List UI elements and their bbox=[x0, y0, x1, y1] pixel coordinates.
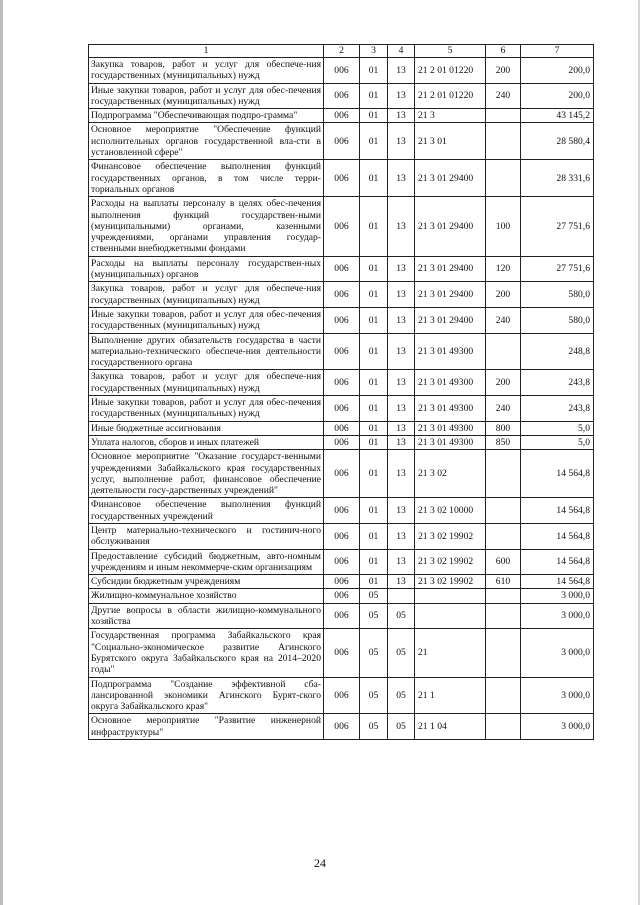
table-row bbox=[89, 450, 594, 498]
col-gr: 006 bbox=[324, 370, 360, 396]
col-rz: 01 bbox=[360, 333, 388, 370]
col-rz: 01 bbox=[360, 160, 388, 197]
col-vr: 240 bbox=[486, 83, 521, 109]
col-pr: 13 bbox=[388, 109, 415, 123]
col-vr bbox=[486, 523, 521, 549]
col-csr: 21 1 bbox=[415, 677, 486, 714]
col-sum: 14 564,8 bbox=[521, 498, 594, 524]
header-cell: 7 bbox=[521, 45, 594, 58]
col-gr: 006 bbox=[324, 123, 360, 160]
col-sum: 243,8 bbox=[521, 396, 594, 422]
col-gr: 006 bbox=[324, 307, 360, 333]
col-csr: 21 3 01 29400 bbox=[415, 160, 486, 197]
table-row bbox=[89, 396, 594, 422]
col-gr: 006 bbox=[324, 256, 360, 282]
col-csr: 21 3 01 29400 bbox=[415, 307, 486, 333]
col-csr: 21 2 01 01220 bbox=[415, 58, 486, 84]
table-row bbox=[89, 197, 594, 256]
col-sum: 5,0 bbox=[521, 435, 594, 449]
row-name: Расходы на выплаты персоналу государствен-ных (муниципальных) органов bbox=[89, 256, 324, 282]
col-csr: 21 2 01 01220 bbox=[415, 83, 486, 109]
row-name: Иные закупки товаров, работ и услуг для обес-печения государственных (муниципальных) нужд bbox=[89, 307, 324, 333]
col-pr: 13 bbox=[388, 549, 415, 575]
col-sum: 580,0 bbox=[521, 282, 594, 308]
header-cell: 5 bbox=[415, 45, 486, 58]
col-pr: 13 bbox=[388, 333, 415, 370]
row-name: Субсидии бюджетным учреждениям bbox=[89, 575, 324, 589]
col-csr: 21 3 02 19902 bbox=[415, 549, 486, 575]
col-vr: 200 bbox=[486, 370, 521, 396]
col-rz: 05 bbox=[360, 603, 388, 629]
table-row bbox=[89, 123, 594, 160]
col-gr: 006 bbox=[324, 523, 360, 549]
scan-left-edge bbox=[0, 0, 3, 905]
col-gr: 006 bbox=[324, 714, 360, 740]
col-rz: 01 bbox=[360, 123, 388, 160]
col-csr: 21 1 04 bbox=[415, 714, 486, 740]
col-gr: 006 bbox=[324, 589, 360, 603]
col-sum: 43 145,2 bbox=[521, 109, 594, 123]
col-pr: 05 bbox=[388, 714, 415, 740]
row-name: Закупка товаров, работ и услуг для обеспече-ния государственных (муниципальных) нужд bbox=[89, 58, 324, 84]
col-pr: 13 bbox=[388, 396, 415, 422]
col-vr: 240 bbox=[486, 307, 521, 333]
col-gr: 006 bbox=[324, 58, 360, 84]
col-csr: 21 3 01 49300 bbox=[415, 333, 486, 370]
col-vr: 120 bbox=[486, 256, 521, 282]
row-name: Иные закупки товаров, работ и услуг для обес-печения государственных (муниципальных) нужд bbox=[89, 83, 324, 109]
col-csr bbox=[415, 603, 486, 629]
col-csr: 21 3 01 29400 bbox=[415, 282, 486, 308]
row-name: Основное мероприятие "Обеспечение функций исполнительных органов государственной вла-сти в установленной сфере" bbox=[89, 123, 324, 160]
col-rz: 01 bbox=[360, 421, 388, 435]
col-rz: 05 bbox=[360, 677, 388, 714]
row-name: Основное мероприятие "Оказание государст-венными учреждениями Забайкальского края государственных услуг, выполнение работ, финансовое обеспечение деятельности госу-дарственных учреждений" bbox=[89, 450, 324, 498]
col-sum: 3 000,0 bbox=[521, 629, 594, 677]
col-csr: 21 bbox=[415, 629, 486, 677]
col-gr: 006 bbox=[324, 677, 360, 714]
table-row bbox=[89, 498, 594, 524]
col-gr: 006 bbox=[324, 160, 360, 197]
col-rz: 05 bbox=[360, 589, 388, 603]
table-row bbox=[89, 575, 594, 589]
col-pr: 13 bbox=[388, 421, 415, 435]
col-vr bbox=[486, 160, 521, 197]
header-cell: 1 bbox=[89, 45, 324, 58]
row-name: Иные закупки товаров, работ и услуг для обес-печения государственных (муниципальных) нужд bbox=[89, 396, 324, 422]
page-number: 24 bbox=[314, 856, 326, 870]
col-pr: 13 bbox=[388, 282, 415, 308]
header-cell: 2 bbox=[324, 45, 360, 58]
col-pr: 13 bbox=[388, 575, 415, 589]
row-name: Закупка товаров, работ и услуг для обеспече-ния государственных (муниципальных) нужд bbox=[89, 370, 324, 396]
col-csr: 21 3 02 bbox=[415, 450, 486, 498]
col-sum: 3 000,0 bbox=[521, 603, 594, 629]
col-sum: 248,8 bbox=[521, 333, 594, 370]
col-rz: 01 bbox=[360, 109, 388, 123]
budget-table bbox=[88, 44, 594, 740]
col-vr bbox=[486, 498, 521, 524]
col-pr: 13 bbox=[388, 123, 415, 160]
col-gr: 006 bbox=[324, 197, 360, 256]
col-vr bbox=[486, 629, 521, 677]
col-vr: 100 bbox=[486, 197, 521, 256]
col-gr: 006 bbox=[324, 109, 360, 123]
col-pr: 13 bbox=[388, 435, 415, 449]
table-row bbox=[89, 421, 594, 435]
col-gr: 006 bbox=[324, 629, 360, 677]
col-pr: 05 bbox=[388, 603, 415, 629]
col-csr: 21 3 01 49300 bbox=[415, 396, 486, 422]
col-pr: 13 bbox=[388, 307, 415, 333]
table-row bbox=[89, 160, 594, 197]
row-name: Закупка товаров, работ и услуг для обеспече-ния государственных (муниципальных) нужд bbox=[89, 282, 324, 308]
header-cell: 4 bbox=[388, 45, 415, 58]
table-row bbox=[89, 370, 594, 396]
col-csr: 21 3 01 49300 bbox=[415, 421, 486, 435]
col-csr: 21 3 01 29400 bbox=[415, 197, 486, 256]
col-pr: 13 bbox=[388, 256, 415, 282]
col-pr: 13 bbox=[388, 58, 415, 84]
col-pr: 13 bbox=[388, 160, 415, 197]
col-gr: 006 bbox=[324, 435, 360, 449]
col-gr: 006 bbox=[324, 575, 360, 589]
col-rz: 01 bbox=[360, 282, 388, 308]
col-csr bbox=[415, 589, 486, 603]
col-sum: 200,0 bbox=[521, 58, 594, 84]
col-vr bbox=[486, 677, 521, 714]
row-name: Иные бюджетные ассигнования bbox=[89, 421, 324, 435]
table-row bbox=[89, 549, 594, 575]
table-row bbox=[89, 282, 594, 308]
table-row bbox=[89, 333, 594, 370]
header-cell: 6 bbox=[486, 45, 521, 58]
col-sum: 5,0 bbox=[521, 421, 594, 435]
col-sum: 243,8 bbox=[521, 370, 594, 396]
col-vr bbox=[486, 589, 521, 603]
col-sum: 200,0 bbox=[521, 83, 594, 109]
col-sum: 3 000,0 bbox=[521, 589, 594, 603]
col-rz: 01 bbox=[360, 396, 388, 422]
col-vr: 600 bbox=[486, 549, 521, 575]
col-vr bbox=[486, 714, 521, 740]
col-vr bbox=[486, 123, 521, 160]
col-pr: 05 bbox=[388, 629, 415, 677]
row-name: Основное мероприятие "Развитие инженерной инфраструктуры" bbox=[89, 714, 324, 740]
row-name: Финансовое обеспечение выполнения функций государственных органов, в том числе терри-ториальных органов bbox=[89, 160, 324, 197]
table-row bbox=[89, 435, 594, 449]
row-name: Центр материально-технического и гостинич-ного обслуживания bbox=[89, 523, 324, 549]
col-rz: 05 bbox=[360, 629, 388, 677]
row-name: Другие вопросы в области жилищно-коммунального хозяйства bbox=[89, 603, 324, 629]
col-gr: 006 bbox=[324, 83, 360, 109]
col-gr: 006 bbox=[324, 282, 360, 308]
col-gr: 006 bbox=[324, 603, 360, 629]
col-sum: 14 564,8 bbox=[521, 575, 594, 589]
col-sum: 28 580,4 bbox=[521, 123, 594, 160]
row-name: Предоставление субсидий бюджетным, авто-номным учреждениям и иным некоммерче-ским организациям bbox=[89, 549, 324, 575]
col-rz: 01 bbox=[360, 575, 388, 589]
table-row bbox=[89, 677, 594, 714]
col-vr bbox=[486, 109, 521, 123]
table-row bbox=[89, 83, 594, 109]
row-name: Финансовое обеспечение выполнения функций государственных учреждений bbox=[89, 498, 324, 524]
col-pr: 13 bbox=[388, 370, 415, 396]
col-rz: 01 bbox=[360, 435, 388, 449]
col-vr: 610 bbox=[486, 575, 521, 589]
col-sum: 27 751,6 bbox=[521, 197, 594, 256]
col-rz: 01 bbox=[360, 58, 388, 84]
table-row bbox=[89, 629, 594, 677]
col-pr: 13 bbox=[388, 498, 415, 524]
col-pr: 13 bbox=[388, 83, 415, 109]
col-vr: 200 bbox=[486, 282, 521, 308]
table-row bbox=[89, 58, 594, 84]
row-name: Жилищно-коммунальное хозяйство bbox=[89, 589, 324, 603]
col-sum: 28 331,6 bbox=[521, 160, 594, 197]
table-row bbox=[89, 307, 594, 333]
col-vr: 200 bbox=[486, 58, 521, 84]
col-csr: 21 3 02 19902 bbox=[415, 575, 486, 589]
col-gr: 006 bbox=[324, 498, 360, 524]
col-csr: 21 3 bbox=[415, 109, 486, 123]
col-pr: 13 bbox=[388, 450, 415, 498]
col-vr: 240 bbox=[486, 396, 521, 422]
col-rz: 05 bbox=[360, 714, 388, 740]
row-name: Расходы на выплаты персоналу в целях обес-печения выполнения функций государствен-ными (муниципальными) органами, казенными учреждениями, органами управления государ-ственными внебюджетными фондами bbox=[89, 197, 324, 256]
col-sum: 14 564,8 bbox=[521, 549, 594, 575]
col-vr bbox=[486, 603, 521, 629]
col-csr: 21 3 01 bbox=[415, 123, 486, 160]
col-sum: 580,0 bbox=[521, 307, 594, 333]
col-pr: 05 bbox=[388, 677, 415, 714]
col-gr: 006 bbox=[324, 333, 360, 370]
table-row bbox=[89, 714, 594, 740]
col-csr: 21 3 02 10000 bbox=[415, 498, 486, 524]
col-rz: 01 bbox=[360, 197, 388, 256]
col-csr: 21 3 01 49300 bbox=[415, 370, 486, 396]
col-vr bbox=[486, 333, 521, 370]
col-sum: 3 000,0 bbox=[521, 714, 594, 740]
row-name: Государственная программа Забайкальского края "Социально-экономическое развитие Агинского Бурятского округа Забайкальского края на 2014–2020 годы" bbox=[89, 629, 324, 677]
table-row bbox=[89, 589, 594, 603]
col-rz: 01 bbox=[360, 549, 388, 575]
table-row bbox=[89, 603, 594, 629]
col-rz: 01 bbox=[360, 370, 388, 396]
col-rz: 01 bbox=[360, 83, 388, 109]
col-pr: 13 bbox=[388, 197, 415, 256]
header-cell: 3 bbox=[360, 45, 388, 58]
row-name: Уплата налогов, сборов и иных платежей bbox=[89, 435, 324, 449]
col-csr: 21 3 01 49300 bbox=[415, 435, 486, 449]
col-sum: 3 000,0 bbox=[521, 677, 594, 714]
col-rz: 01 bbox=[360, 498, 388, 524]
col-csr: 21 3 02 19902 bbox=[415, 523, 486, 549]
col-rz: 01 bbox=[360, 307, 388, 333]
col-pr: 13 bbox=[388, 523, 415, 549]
table-row bbox=[89, 109, 594, 123]
col-csr: 21 3 01 29400 bbox=[415, 256, 486, 282]
row-name: Подпрограмма "Создание эффективной сба-лансированной экономики Агинского Бурят-ского округа Забайкальского края" bbox=[89, 677, 324, 714]
row-name: Выполнение других обязательств государства в части материально-технического обеспече-ния деятельности государственного органа bbox=[89, 333, 324, 370]
table-row bbox=[89, 256, 594, 282]
header-row bbox=[89, 45, 594, 58]
row-name: Подпрограмма "Обеспечивающая подпро-грамма" bbox=[89, 109, 324, 123]
col-rz: 01 bbox=[360, 256, 388, 282]
table-row bbox=[89, 523, 594, 549]
col-gr: 006 bbox=[324, 396, 360, 422]
col-sum: 14 564,8 bbox=[521, 523, 594, 549]
col-sum: 14 564,8 bbox=[521, 450, 594, 498]
col-gr: 006 bbox=[324, 549, 360, 575]
col-sum: 27 751,6 bbox=[521, 256, 594, 282]
col-vr: 850 bbox=[486, 435, 521, 449]
col-rz: 01 bbox=[360, 523, 388, 549]
col-rz: 01 bbox=[360, 450, 388, 498]
col-vr: 800 bbox=[486, 421, 521, 435]
col-gr: 006 bbox=[324, 421, 360, 435]
col-vr bbox=[486, 450, 521, 498]
col-pr bbox=[388, 589, 415, 603]
col-gr: 006 bbox=[324, 450, 360, 498]
